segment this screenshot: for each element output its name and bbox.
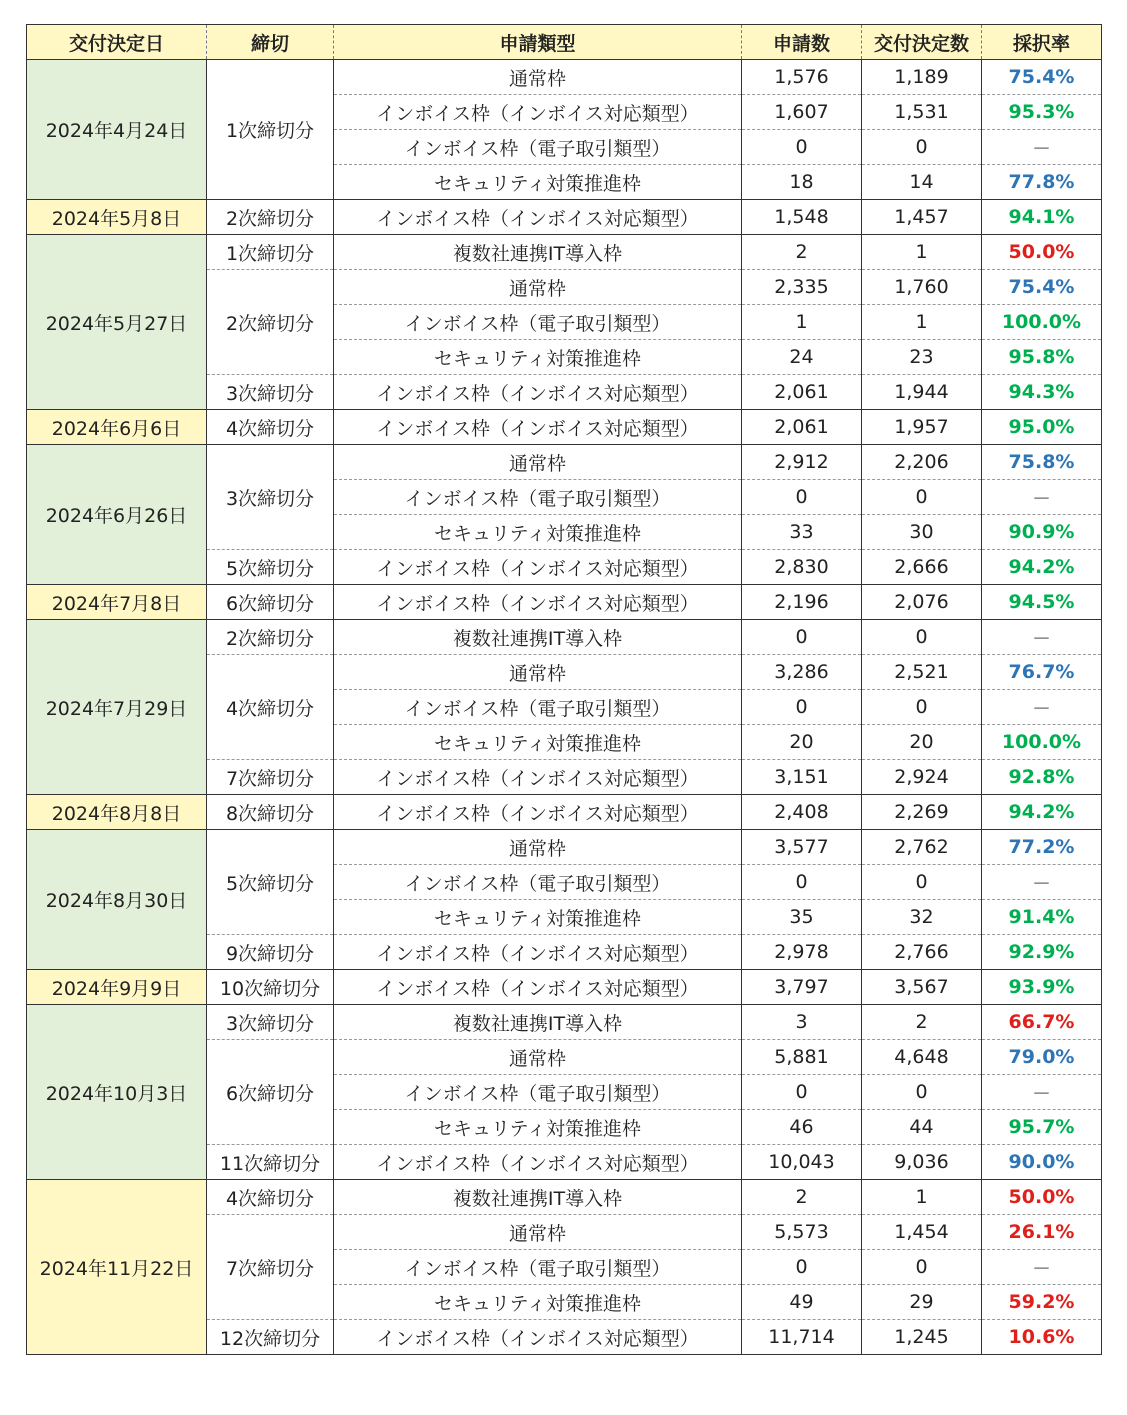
grants-cell: 2,766	[862, 935, 982, 970]
decision-date-cell: 2024年5月8日	[27, 200, 207, 235]
grants-cell: 23	[862, 340, 982, 375]
grants-cell: 1,189	[862, 60, 982, 95]
application-type-cell: 複数社連携IT導入枠	[334, 235, 742, 270]
grants-cell: 2,666	[862, 550, 982, 585]
acceptance-rate-cell: 95.0%	[982, 410, 1102, 445]
acceptance-rate-cell: 66.7%	[982, 1005, 1102, 1040]
applications-cell: 0	[742, 1075, 862, 1110]
acceptance-rate-cell: 94.2%	[982, 795, 1102, 830]
grants-cell: 1	[862, 1180, 982, 1215]
grant-decision-table	[26, 24, 1102, 1355]
grants-cell: 32	[862, 900, 982, 935]
header-applications: 申請数	[742, 25, 862, 60]
grants-cell: 4,648	[862, 1040, 982, 1075]
applications-cell: 20	[742, 725, 862, 760]
acceptance-rate-cell: 94.2%	[982, 550, 1102, 585]
applications-cell: 5,881	[742, 1040, 862, 1075]
applications-cell: 2,408	[742, 795, 862, 830]
header-row	[27, 25, 1102, 60]
acceptance-rate-cell: 91.4%	[982, 900, 1102, 935]
acceptance-rate-cell: 100.0%	[982, 305, 1102, 340]
grants-cell: 14	[862, 165, 982, 200]
grants-cell: 1,454	[862, 1215, 982, 1250]
cutoff-cell: 6次締切分	[207, 585, 334, 620]
acceptance-rate-cell: 76.7%	[982, 655, 1102, 690]
application-type-cell: インボイス枠（電子取引類型）	[334, 1250, 742, 1285]
application-type-cell: セキュリティ対策推進枠	[334, 165, 742, 200]
application-type-cell: セキュリティ対策推進枠	[334, 515, 742, 550]
application-type-cell: 通常枠	[334, 60, 742, 95]
applications-cell: 1,576	[742, 60, 862, 95]
applications-cell: 0	[742, 480, 862, 515]
grants-cell: 1	[862, 235, 982, 270]
applications-cell: 2,061	[742, 410, 862, 445]
applications-cell: 3,577	[742, 830, 862, 865]
application-type-cell: インボイス枠（インボイス対応類型）	[334, 1145, 742, 1180]
cutoff-cell: 4次締切分	[207, 1180, 334, 1215]
acceptance-rate-cell: 50.0%	[982, 235, 1102, 270]
application-type-cell: 通常枠	[334, 445, 742, 480]
applications-cell: 2,912	[742, 445, 862, 480]
decision-date-cell: 2024年11月22日	[27, 1180, 207, 1355]
application-type-cell: インボイス枠（電子取引類型）	[334, 480, 742, 515]
cutoff-cell: 9次締切分	[207, 935, 334, 970]
decision-date-cell: 2024年6月26日	[27, 445, 207, 585]
cutoff-cell: 5次締切分	[207, 550, 334, 585]
applications-cell: 0	[742, 690, 862, 725]
applications-cell: 0	[742, 620, 862, 655]
decision-date-cell: 2024年8月8日	[27, 795, 207, 830]
application-type-cell: 複数社連携IT導入枠	[334, 1180, 742, 1215]
acceptance-rate-cell: －	[982, 865, 1102, 900]
table-row	[27, 60, 1102, 95]
grants-cell: 2	[862, 1005, 982, 1040]
header-decision-date: 交付決定日	[27, 25, 207, 60]
cutoff-cell: 1次締切分	[207, 235, 334, 270]
applications-cell: 2,061	[742, 375, 862, 410]
decision-date-cell: 2024年7月29日	[27, 620, 207, 795]
application-type-cell: 複数社連携IT導入枠	[334, 620, 742, 655]
acceptance-rate-cell: 92.8%	[982, 760, 1102, 795]
application-type-cell: インボイス枠（電子取引類型）	[334, 130, 742, 165]
grants-cell: 0	[862, 480, 982, 515]
grants-cell: 0	[862, 690, 982, 725]
table-row	[27, 1180, 1102, 1215]
cutoff-cell: 5次締切分	[207, 830, 334, 935]
cutoff-cell: 7次締切分	[207, 1215, 334, 1320]
applications-cell: 18	[742, 165, 862, 200]
application-type-cell: 通常枠	[334, 1215, 742, 1250]
acceptance-rate-cell: 10.6%	[982, 1320, 1102, 1355]
applications-cell: 2,830	[742, 550, 862, 585]
header-cutoff: 締切	[207, 25, 334, 60]
acceptance-rate-cell: －	[982, 690, 1102, 725]
decision-date-cell: 2024年9月9日	[27, 970, 207, 1005]
acceptance-rate-cell: 90.9%	[982, 515, 1102, 550]
grants-cell: 29	[862, 1285, 982, 1320]
cutoff-cell: 1次締切分	[207, 60, 334, 200]
acceptance-rate-cell: 59.2%	[982, 1285, 1102, 1320]
application-type-cell: インボイス枠（インボイス対応類型）	[334, 1320, 742, 1355]
grants-cell: 30	[862, 515, 982, 550]
grants-cell: 1,245	[862, 1320, 982, 1355]
acceptance-rate-cell: 90.0%	[982, 1145, 1102, 1180]
grants-cell: 20	[862, 725, 982, 760]
application-type-cell: セキュリティ対策推進枠	[334, 725, 742, 760]
application-type-cell: 通常枠	[334, 1040, 742, 1075]
application-type-cell: インボイス枠（インボイス対応類型）	[334, 95, 742, 130]
cutoff-cell: 4次締切分	[207, 655, 334, 760]
table-row	[27, 235, 1102, 270]
applications-cell: 1,548	[742, 200, 862, 235]
grants-cell: 2,762	[862, 830, 982, 865]
application-type-cell: インボイス枠（インボイス対応類型）	[334, 375, 742, 410]
application-type-cell: セキュリティ対策推進枠	[334, 1285, 742, 1320]
applications-cell: 2,335	[742, 270, 862, 305]
table-row	[27, 200, 1102, 235]
cutoff-cell: 2次締切分	[207, 270, 334, 375]
cutoff-cell: 10次締切分	[207, 970, 334, 1005]
table-row	[27, 795, 1102, 830]
grants-cell: 44	[862, 1110, 982, 1145]
cutoff-cell: 6次締切分	[207, 1040, 334, 1145]
table-body	[27, 60, 1102, 1355]
application-type-cell: インボイス枠（電子取引類型）	[334, 865, 742, 900]
grants-cell: 2,924	[862, 760, 982, 795]
application-type-cell: インボイス枠（インボイス対応類型）	[334, 550, 742, 585]
cutoff-cell: 11次締切分	[207, 1145, 334, 1180]
header-application-type: 申請類型	[334, 25, 742, 60]
applications-cell: 3	[742, 1005, 862, 1040]
grants-cell: 1,760	[862, 270, 982, 305]
applications-cell: 2	[742, 1180, 862, 1215]
application-type-cell: インボイス枠（インボイス対応類型）	[334, 585, 742, 620]
cutoff-cell: 2次締切分	[207, 620, 334, 655]
application-type-cell: インボイス枠（電子取引類型）	[334, 690, 742, 725]
applications-cell: 35	[742, 900, 862, 935]
grants-cell: 2,076	[862, 585, 982, 620]
application-type-cell: インボイス枠（電子取引類型）	[334, 1075, 742, 1110]
acceptance-rate-cell: 93.9%	[982, 970, 1102, 1005]
acceptance-rate-cell: －	[982, 1075, 1102, 1110]
application-type-cell: セキュリティ対策推進枠	[334, 340, 742, 375]
application-type-cell: セキュリティ対策推進枠	[334, 900, 742, 935]
acceptance-rate-cell: 100.0%	[982, 725, 1102, 760]
applications-cell: 5,573	[742, 1215, 862, 1250]
acceptance-rate-cell: 50.0%	[982, 1180, 1102, 1215]
grants-cell: 2,269	[862, 795, 982, 830]
grants-cell: 1,457	[862, 200, 982, 235]
acceptance-rate-cell: 94.5%	[982, 585, 1102, 620]
decision-date-cell: 2024年7月8日	[27, 585, 207, 620]
decision-date-cell: 2024年5月27日	[27, 235, 207, 410]
table-row	[27, 970, 1102, 1005]
applications-cell: 0	[742, 865, 862, 900]
application-type-cell: 通常枠	[334, 830, 742, 865]
applications-cell: 2,978	[742, 935, 862, 970]
acceptance-rate-cell: 95.3%	[982, 95, 1102, 130]
application-type-cell: 複数社連携IT導入枠	[334, 1005, 742, 1040]
decision-date-cell: 2024年10月3日	[27, 1005, 207, 1180]
acceptance-rate-cell: －	[982, 1250, 1102, 1285]
grants-cell: 1	[862, 305, 982, 340]
application-type-cell: インボイス枠（インボイス対応類型）	[334, 200, 742, 235]
cutoff-cell: 3次締切分	[207, 445, 334, 550]
acceptance-rate-cell: －	[982, 620, 1102, 655]
decision-date-cell: 2024年6月6日	[27, 410, 207, 445]
applications-cell: 24	[742, 340, 862, 375]
application-type-cell: インボイス枠（インボイス対応類型）	[334, 410, 742, 445]
applications-cell: 3,151	[742, 760, 862, 795]
applications-cell: 3,797	[742, 970, 862, 1005]
applications-cell: 33	[742, 515, 862, 550]
table-row	[27, 1005, 1102, 1040]
applications-cell: 10,043	[742, 1145, 862, 1180]
applications-cell: 11,714	[742, 1320, 862, 1355]
acceptance-rate-cell: 94.1%	[982, 200, 1102, 235]
applications-cell: 3,286	[742, 655, 862, 690]
grants-cell: 0	[862, 1075, 982, 1110]
table-row	[27, 830, 1102, 865]
table-row	[27, 585, 1102, 620]
table-row	[27, 620, 1102, 655]
cutoff-cell: 4次締切分	[207, 410, 334, 445]
cutoff-cell: 8次締切分	[207, 795, 334, 830]
grants-cell: 2,521	[862, 655, 982, 690]
acceptance-rate-cell: 75.8%	[982, 445, 1102, 480]
acceptance-rate-cell: 26.1%	[982, 1215, 1102, 1250]
acceptance-rate-cell: 75.4%	[982, 60, 1102, 95]
acceptance-rate-cell: 77.8%	[982, 165, 1102, 200]
application-type-cell: インボイス枠（インボイス対応類型）	[334, 970, 742, 1005]
application-type-cell: 通常枠	[334, 270, 742, 305]
cutoff-cell: 3次締切分	[207, 375, 334, 410]
applications-cell: 49	[742, 1285, 862, 1320]
application-type-cell: インボイス枠（インボイス対応類型）	[334, 760, 742, 795]
acceptance-rate-cell: 92.9%	[982, 935, 1102, 970]
cutoff-cell: 7次締切分	[207, 760, 334, 795]
application-type-cell: インボイス枠（インボイス対応類型）	[334, 795, 742, 830]
grants-cell: 0	[862, 130, 982, 165]
decision-date-cell: 2024年4月24日	[27, 60, 207, 200]
acceptance-rate-cell: 75.4%	[982, 270, 1102, 305]
grants-cell: 9,036	[862, 1145, 982, 1180]
acceptance-rate-cell: 77.2%	[982, 830, 1102, 865]
cutoff-cell: 2次締切分	[207, 200, 334, 235]
applications-cell: 1,607	[742, 95, 862, 130]
acceptance-rate-cell: 79.0%	[982, 1040, 1102, 1075]
decision-date-cell: 2024年8月30日	[27, 830, 207, 970]
cutoff-cell: 12次締切分	[207, 1320, 334, 1355]
grants-cell: 3,567	[862, 970, 982, 1005]
grants-cell: 0	[862, 620, 982, 655]
acceptance-rate-cell: －	[982, 480, 1102, 515]
acceptance-rate-cell: 95.8%	[982, 340, 1102, 375]
grants-cell: 2,206	[862, 445, 982, 480]
acceptance-rate-cell: 95.7%	[982, 1110, 1102, 1145]
applications-cell: 2,196	[742, 585, 862, 620]
header-acceptance-rate: 採択率	[982, 25, 1102, 60]
grants-cell: 1,957	[862, 410, 982, 445]
applications-cell: 2	[742, 235, 862, 270]
application-type-cell: 通常枠	[334, 655, 742, 690]
grants-cell: 0	[862, 1250, 982, 1285]
applications-cell: 46	[742, 1110, 862, 1145]
grants-cell: 0	[862, 865, 982, 900]
acceptance-rate-cell: 94.3%	[982, 375, 1102, 410]
application-type-cell: インボイス枠（インボイス対応類型）	[334, 935, 742, 970]
header-grants: 交付決定数	[862, 25, 982, 60]
acceptance-rate-cell: －	[982, 130, 1102, 165]
application-type-cell: セキュリティ対策推進枠	[334, 1110, 742, 1145]
cutoff-cell: 3次締切分	[207, 1005, 334, 1040]
applications-cell: 1	[742, 305, 862, 340]
table-row	[27, 445, 1102, 480]
table-row	[27, 410, 1102, 445]
grants-cell: 1,531	[862, 95, 982, 130]
application-type-cell: インボイス枠（電子取引類型）	[334, 305, 742, 340]
grants-cell: 1,944	[862, 375, 982, 410]
applications-cell: 0	[742, 1250, 862, 1285]
applications-cell: 0	[742, 130, 862, 165]
